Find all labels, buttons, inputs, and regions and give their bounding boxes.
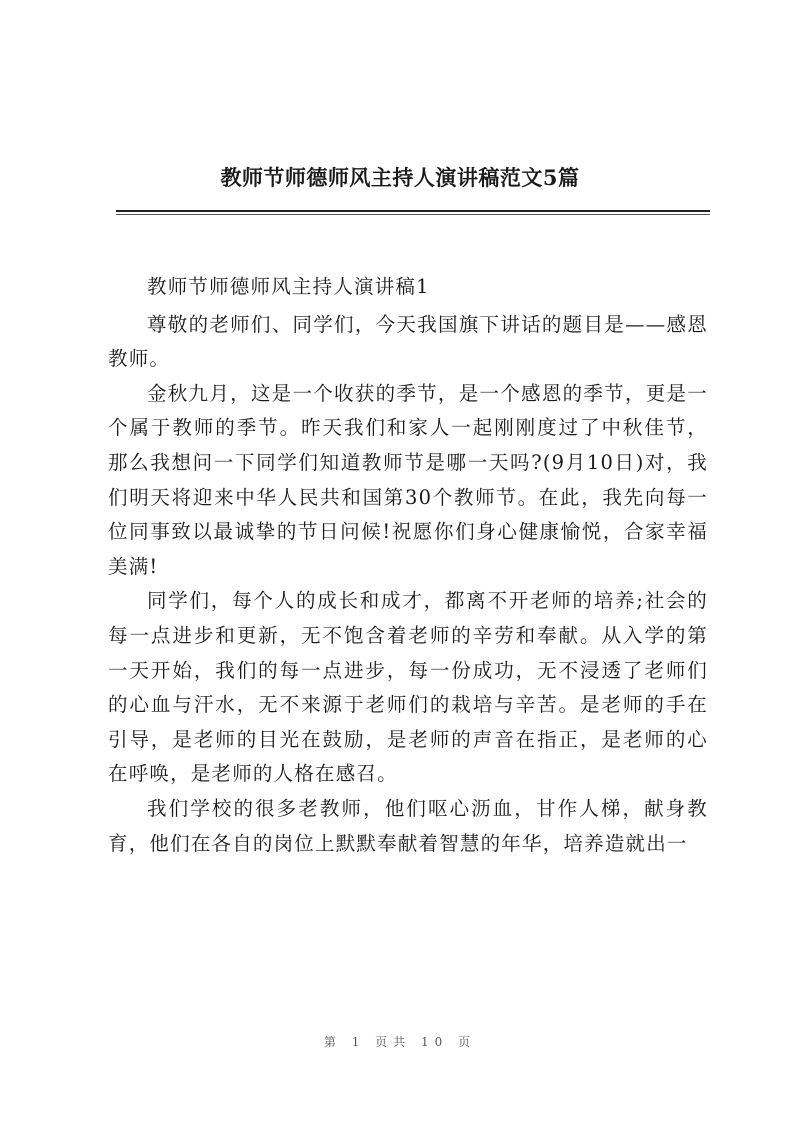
title-divider (116, 210, 710, 212)
document-body (108, 270, 708, 861)
paragraph: 我们学校的很多老教师，他们呕心沥血，甘作人梯，献身教育，他们在各自的岗位上默默奉献着智慧的年华，培养造就出一 (108, 796, 708, 855)
paragraph: 同学们，每个人的成长和成才，都离不开老师的培养;社会的每一点进步和更新，无不饱含着老师的辛劳和奉献。从入学的第一天开始，我们的每一点进步，每一份成功，无不浸透了老师们的心血与汗水，无不来源于老师们的栽培与辛苦。是老师的手在引导，是老师的目光在鼓励，是老师的声音在指正，是老师的心在呼唤，是老师的人格在感召。 (108, 589, 708, 786)
paragraph: 金秋九月，这是一个收获的季节，是一个感恩的季节，更是一个属于教师的季节。昨天我们和家人一起刚刚度过了中秋佳节，那么我想问一下同学们知道教师节是哪一天吗?(9月10日)对，我们明天将迎来中华人民共和国第30个教师节。在此，我先向每一位同事致以最诚挚的节日问候!祝愿你们身心健康愉悦，合家幸福美满! (108, 381, 708, 578)
page-number-footer: 第 1 页共 10 页 (323, 1035, 477, 1049)
section-heading: 教师节师德师风主持人演讲稿1 (147, 275, 430, 298)
title-divider-thin (116, 214, 710, 215)
paragraph: 尊敬的老师们、同学们，今天我国旗下讲话的题目是——感恩教师。 (108, 312, 708, 371)
document-title: 教师节师德师风主持人演讲稿范文5篇 (220, 165, 580, 190)
